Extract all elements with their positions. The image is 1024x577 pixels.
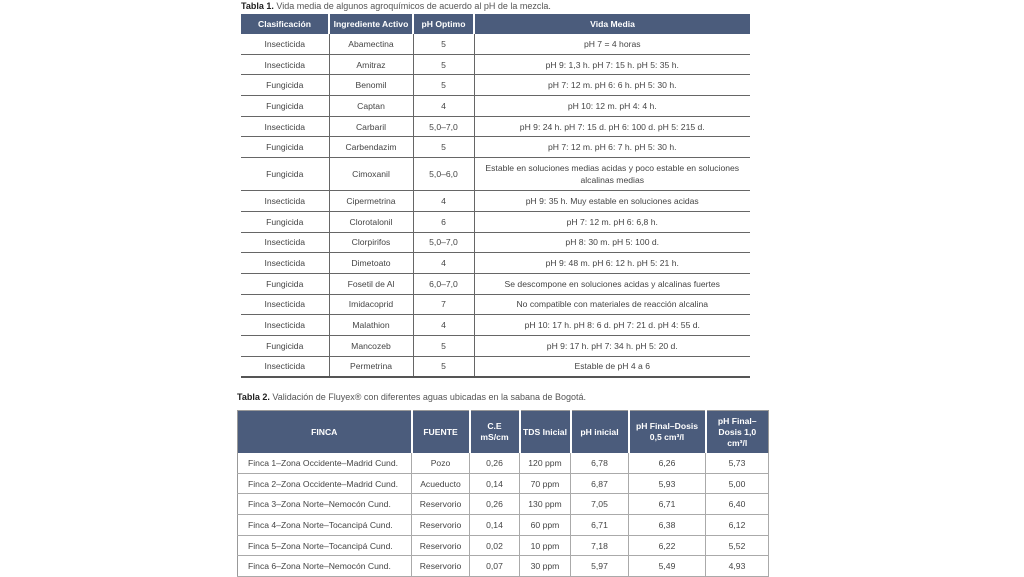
column-header: pH Final–Dosis 0,5 cm³/l	[629, 411, 706, 454]
table-row	[241, 356, 750, 377]
table-cell: Fungicida	[241, 273, 329, 294]
table-row	[241, 75, 750, 96]
table-cell: pH 9: 48 m. pH 6: 12 h. pH 5: 21 h.	[474, 253, 750, 274]
table-cell: 5,49	[629, 556, 706, 577]
table-cell: Pozo	[412, 453, 470, 473]
table-cell: Finca 4–Zona Norte–Tocancipá Cund.	[238, 515, 412, 536]
table-row	[241, 294, 750, 315]
caption-label: Tabla 1.	[241, 1, 274, 11]
header-row	[238, 411, 769, 454]
table-row	[241, 253, 750, 274]
table-cell: Fungicida	[241, 211, 329, 232]
table-cell: Finca 1–Zona Occidente–Madrid Cund.	[238, 453, 412, 473]
table-cell: Finca 6–Zona Norte–Nemocón Cund.	[238, 556, 412, 577]
column-header: Clasificación	[241, 14, 329, 34]
table1-caption	[241, 1, 551, 12]
table-cell: Insecticida	[241, 232, 329, 253]
table-cell: 4,93	[706, 556, 769, 577]
table-cell: 5,0–7,0	[413, 116, 474, 137]
table-cell: pH 9: 35 h. Muy estable en soluciones acidas	[474, 191, 750, 212]
table-cell: Finca 5–Zona Norte–Tocancipá Cund.	[238, 535, 412, 556]
column-header: FINCA	[238, 411, 412, 454]
table-cell: 4	[413, 96, 474, 117]
column-header: FUENTE	[412, 411, 470, 454]
table-cell: 5,52	[706, 535, 769, 556]
table-cell: 5,93	[629, 473, 706, 494]
table-cell: pH 8: 30 m. pH 5: 100 d.	[474, 232, 750, 253]
table-cell: 7,05	[571, 494, 629, 515]
table-cell: Dimetoato	[329, 253, 413, 274]
table-row	[238, 556, 769, 577]
table-row	[241, 34, 750, 54]
table-cell: Estable en soluciones medias acidas y poco estable en soluciones alcalinas medias	[474, 158, 750, 191]
table-cell: 5,0–6,0	[413, 158, 474, 191]
table-cell: pH 9: 24 h. pH 7: 15 d. pH 6: 100 d. pH 5: 215 d.	[474, 116, 750, 137]
table-cell: 30 ppm	[520, 556, 571, 577]
table-cell: Malathion	[329, 315, 413, 336]
table-cell: Fungicida	[241, 137, 329, 158]
table-cell: Cipermetrina	[329, 191, 413, 212]
table-cell: Insecticida	[241, 34, 329, 54]
column-header: pH Final–Dosis 1,0 cm³/l	[706, 411, 769, 454]
table-cell: pH 10: 17 h. pH 8: 6 d. pH 7: 21 d. pH 4: 55 d.	[474, 315, 750, 336]
table-cell: Clorotalonil	[329, 211, 413, 232]
caption-label: Tabla 2.	[237, 392, 270, 402]
table-cell: Acueducto	[412, 473, 470, 494]
table-cell: 10 ppm	[520, 535, 571, 556]
column-header: pH Optimo	[413, 14, 474, 34]
table-cell: 60 ppm	[520, 515, 571, 536]
table-cell: 7	[413, 294, 474, 315]
table-cell: Insecticida	[241, 191, 329, 212]
table-cell: 4	[413, 253, 474, 274]
table-cell: Insecticida	[241, 356, 329, 377]
column-header: Ingrediente Activo	[329, 14, 413, 34]
table-row	[241, 158, 750, 191]
table-cell: 6,71	[629, 494, 706, 515]
table-cell: 70 ppm	[520, 473, 571, 494]
table-row	[241, 137, 750, 158]
table-row	[238, 473, 769, 494]
table-cell: 0,07	[470, 556, 520, 577]
table-cell: Mancozeb	[329, 335, 413, 356]
table-cell: Finca 3–Zona Norte–Nemocón Cund.	[238, 494, 412, 515]
table-cell: 5	[413, 137, 474, 158]
caption-text: Validación de Fluyex® con diferentes aguas ubicadas en la sabana de Bogotá.	[269, 392, 587, 402]
table-cell: Insecticida	[241, 54, 329, 75]
column-header: pH inicial	[571, 411, 629, 454]
table-cell: Insecticida	[241, 315, 329, 336]
half-life-table	[241, 14, 750, 378]
table-cell: 6,38	[629, 515, 706, 536]
table-cell: 120 ppm	[520, 453, 571, 473]
table-row	[238, 535, 769, 556]
table-cell: 6,40	[706, 494, 769, 515]
table-cell: 5,97	[571, 556, 629, 577]
table-cell: 6,78	[571, 453, 629, 473]
column-header: TDS Inicial	[520, 411, 571, 454]
fluyex-validation-table	[237, 410, 769, 577]
table-cell: 6	[413, 211, 474, 232]
table-row	[241, 273, 750, 294]
table-cell: Fungicida	[241, 96, 329, 117]
table-cell: Insecticida	[241, 116, 329, 137]
table-cell: pH 9: 17 h. pH 7: 34 h. pH 5: 20 d.	[474, 335, 750, 356]
table-cell: Reservorio	[412, 515, 470, 536]
table-cell: Captan	[329, 96, 413, 117]
table-cell: 6,87	[571, 473, 629, 494]
table-cell: Abamectina	[329, 34, 413, 54]
table-row	[241, 54, 750, 75]
table-cell: Insecticida	[241, 253, 329, 274]
table-cell: Reservorio	[412, 535, 470, 556]
table-row	[241, 116, 750, 137]
table-cell: 5	[413, 356, 474, 377]
table-cell: pH 9: 1,3 h. pH 7: 15 h. pH 5: 35 h.	[474, 54, 750, 75]
table-cell: Se descompone en soluciones acidas y alcalinas fuertes	[474, 273, 750, 294]
caption-text: Vida media de algunos agroquímicos de acuerdo al pH de la mezcla.	[273, 1, 551, 11]
table2-caption	[237, 392, 586, 403]
table-cell: 5,0–7,0	[413, 232, 474, 253]
table-row	[238, 453, 769, 473]
table-cell: 5	[413, 54, 474, 75]
table-cell: Fungicida	[241, 335, 329, 356]
table-cell: pH 7 = 4 horas	[474, 34, 750, 54]
table-cell: Insecticida	[241, 294, 329, 315]
table-cell: 4	[413, 315, 474, 336]
column-header: C.E mS/cm	[470, 411, 520, 454]
table-cell: Cimoxanil	[329, 158, 413, 191]
table-cell: pH 7: 12 m. pH 6: 6,8 h.	[474, 211, 750, 232]
table-row	[241, 335, 750, 356]
table-cell: 4	[413, 191, 474, 212]
table-cell: Finca 2–Zona Occidente–Madrid Cund.	[238, 473, 412, 494]
table-cell: 130 ppm	[520, 494, 571, 515]
table-cell: Permetrina	[329, 356, 413, 377]
table-cell: Fungicida	[241, 158, 329, 191]
table-cell: 5	[413, 75, 474, 96]
table-cell: 6,71	[571, 515, 629, 536]
table-cell: Fungicida	[241, 75, 329, 96]
table-cell: 5	[413, 335, 474, 356]
table-row	[241, 315, 750, 336]
table-cell: pH 10: 12 m. pH 4: 4 h.	[474, 96, 750, 117]
table-cell: 6,22	[629, 535, 706, 556]
table-cell: pH 7: 12 m. pH 6: 7 h. pH 5: 30 h.	[474, 137, 750, 158]
table-cell: Imidacoprid	[329, 294, 413, 315]
table-cell: 0,14	[470, 473, 520, 494]
table-cell: 0,14	[470, 515, 520, 536]
table-cell: Clorpirifos	[329, 232, 413, 253]
table-row	[241, 232, 750, 253]
table-cell: Fosetil de Al	[329, 273, 413, 294]
table-cell: 0,26	[470, 494, 520, 515]
table-cell: 6,12	[706, 515, 769, 536]
table-cell: Benomil	[329, 75, 413, 96]
table-cell: 7,18	[571, 535, 629, 556]
table-cell: 6,0–7,0	[413, 273, 474, 294]
table-cell: pH 7: 12 m. pH 6: 6 h. pH 5: 30 h.	[474, 75, 750, 96]
table-row	[238, 494, 769, 515]
table-cell: 5	[413, 34, 474, 54]
table-cell: 5,00	[706, 473, 769, 494]
table-cell: 6,26	[629, 453, 706, 473]
table-cell: No compatible con materiales de reacción alcalina	[474, 294, 750, 315]
table-cell: Carbendazim	[329, 137, 413, 158]
header-row	[241, 14, 750, 34]
table-row	[241, 211, 750, 232]
column-header: Vida Media	[474, 14, 750, 34]
table-cell: 0,26	[470, 453, 520, 473]
table-row	[241, 96, 750, 117]
table-row	[241, 191, 750, 212]
table-cell: Estable de pH 4 a 6	[474, 356, 750, 377]
table-cell: 5,73	[706, 453, 769, 473]
table-cell: Reservorio	[412, 556, 470, 577]
table-cell: Reservorio	[412, 494, 470, 515]
table-row	[238, 515, 769, 536]
table-cell: 0,02	[470, 535, 520, 556]
table-cell: Amitraz	[329, 54, 413, 75]
table-cell: Carbaril	[329, 116, 413, 137]
